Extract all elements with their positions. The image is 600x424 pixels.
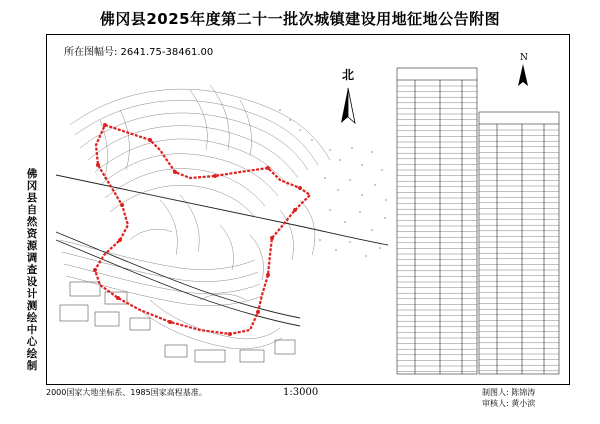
credits-block xyxy=(482,387,535,409)
drawn-by: 制图人: 陈锦涛 xyxy=(482,388,536,397)
coordinate-system-note: 2000国家大地坐标系、1985国家高程基准。 xyxy=(46,388,207,397)
coordinate-table-left-rows xyxy=(397,86,477,372)
side-credit: 佛冈县自然资源调查设计测绘中心绘制 xyxy=(26,168,38,372)
reviewed-by: 审核人: 黄小滨 xyxy=(482,399,536,408)
north-arrow-small-icon xyxy=(518,64,528,86)
coordinate-table-right-rows xyxy=(479,130,559,371)
map-title: 佛冈县2025年度第二十一批次城镇建设用地征地公告附图 xyxy=(99,10,501,28)
terrain-dots xyxy=(279,109,386,256)
north-label-en: N xyxy=(520,53,528,63)
north-arrow-icon xyxy=(341,88,355,123)
coordinate-table-right xyxy=(479,112,559,374)
sheet-number: 所在图幅号: 2641.75-38461.00 xyxy=(64,47,214,58)
road-lines xyxy=(56,175,388,326)
north-label-cn: 北 xyxy=(342,68,355,82)
map-scale: 1:3000 xyxy=(283,387,319,398)
building-blocks xyxy=(60,282,295,362)
